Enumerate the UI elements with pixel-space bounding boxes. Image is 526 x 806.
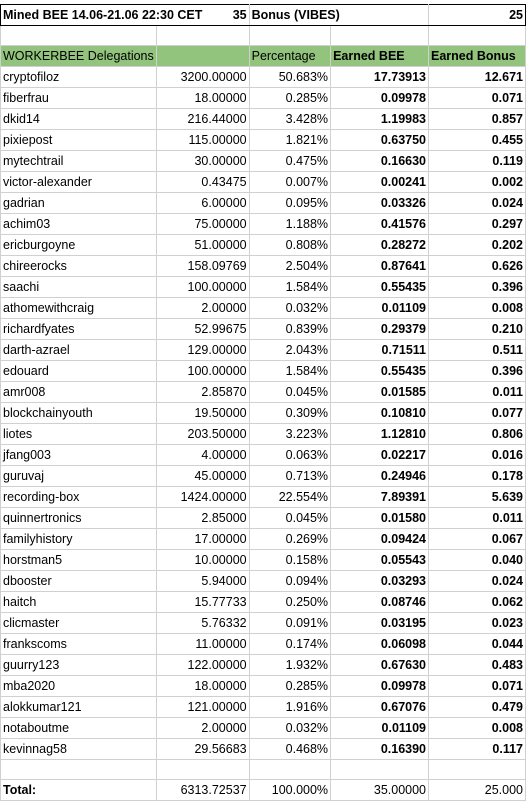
percentage-cell[interactable]: 0.269% (249, 529, 330, 550)
bonus-label: Bonus (VIBES) (251, 8, 340, 22)
header-blank[interactable] (156, 46, 249, 67)
earned-bonus-cell[interactable]: 0.479 (429, 697, 526, 718)
earned-bonus-cell[interactable]: 0.483 (429, 655, 526, 676)
percentage-cell[interactable]: 3.428% (249, 109, 330, 130)
delegated-amount-cell[interactable]: 18.00000 (156, 676, 249, 697)
earned-bee-cell[interactable]: 0.87641 (331, 256, 429, 277)
earned-bee-cell[interactable]: 1.12810 (331, 424, 429, 445)
percentage-cell[interactable]: 0.045% (249, 382, 330, 403)
earned-bonus-cell[interactable]: 0.202 (429, 235, 526, 256)
table-row (1, 424, 526, 445)
earned-bonus-cell[interactable]: 0.024 (429, 571, 526, 592)
delegated-amount-cell[interactable]: 0.43475 (156, 172, 249, 193)
table-row (1, 319, 526, 340)
earned-bee-cell[interactable]: 0.03326 (331, 193, 429, 214)
earned-bonus-cell[interactable]: 5.639 (429, 487, 526, 508)
spacer-row (1, 26, 526, 46)
column-header-row (1, 46, 526, 67)
delegated-amount-cell[interactable]: 30.00000 (156, 151, 249, 172)
earned-bee-cell[interactable]: 0.00241 (331, 172, 429, 193)
earned-bonus-cell[interactable]: 0.002 (429, 172, 526, 193)
table-row (1, 634, 526, 655)
percentage-cell[interactable]: 0.091% (249, 613, 330, 634)
percentage-cell[interactable]: 1.584% (249, 277, 330, 298)
delegated-amount-cell[interactable]: 19.50000 (156, 403, 249, 424)
earned-bee-cell[interactable]: 1.19983 (331, 109, 429, 130)
table-row (1, 256, 526, 277)
earned-bee-cell[interactable]: 0.67076 (331, 697, 429, 718)
earned-bonus-cell[interactable]: 0.626 (429, 256, 526, 277)
table-row (1, 172, 526, 193)
earned-bonus-cell[interactable]: 0.297 (429, 214, 526, 235)
percentage-cell[interactable]: 1.916% (249, 697, 330, 718)
total-label[interactable]: Total: (1, 780, 157, 801)
total-percentage[interactable]: 100.000% (249, 780, 330, 801)
delegator-name-cell[interactable]: blockchainyouth (1, 403, 157, 424)
percentage-cell[interactable]: 1.932% (249, 655, 330, 676)
earned-bonus-cell[interactable]: 0.044 (429, 634, 526, 655)
table-row (1, 214, 526, 235)
percentage-cell[interactable]: 0.285% (249, 88, 330, 109)
percentage-cell[interactable]: 0.095% (249, 193, 330, 214)
header-delegations[interactable]: WORKERBEE Delegations (1, 46, 157, 67)
sheet-body (1, 5, 526, 801)
delegator-name-cell[interactable]: recording-box (1, 487, 157, 508)
delegator-name-cell[interactable]: gadrian (1, 193, 157, 214)
delegated-amount-cell[interactable]: 5.94000 (156, 571, 249, 592)
delegator-name-cell[interactable]: horstman5 (1, 550, 157, 571)
delegator-name-cell[interactable]: frankscoms (1, 634, 157, 655)
earned-bonus-cell[interactable]: 0.455 (429, 130, 526, 151)
table-row (1, 718, 526, 739)
table-row (1, 277, 526, 298)
delegated-amount-cell[interactable]: 2.85870 (156, 382, 249, 403)
earned-bee-cell[interactable]: 0.28272 (331, 235, 429, 256)
earned-bonus-cell[interactable]: 0.067 (429, 529, 526, 550)
earned-bonus-cell[interactable]: 0.077 (429, 403, 526, 424)
table-row (1, 298, 526, 319)
table-row (1, 739, 526, 760)
delegator-name-cell[interactable]: darth-azrael (1, 340, 157, 361)
delegated-amount-cell[interactable]: 122.00000 (156, 655, 249, 676)
delegator-name-cell[interactable]: mba2020 (1, 676, 157, 697)
delegated-amount-cell[interactable]: 6.00000 (156, 193, 249, 214)
earned-bonus-cell[interactable]: 0.023 (429, 613, 526, 634)
summary-row (1, 5, 526, 26)
delegated-amount-cell[interactable]: 100.00000 (156, 277, 249, 298)
percentage-cell[interactable]: 1.188% (249, 214, 330, 235)
delegated-amount-cell[interactable]: 3200.00000 (156, 67, 249, 88)
percentage-cell[interactable]: 0.713% (249, 466, 330, 487)
total-delegated[interactable]: 6313.72537 (156, 780, 249, 801)
delegated-amount-cell[interactable]: 158.09769 (156, 256, 249, 277)
delegated-amount-cell[interactable]: 29.56683 (156, 739, 249, 760)
earned-bee-cell[interactable]: 0.08746 (331, 592, 429, 613)
percentage-cell[interactable]: 3.223% (249, 424, 330, 445)
header-earned-bee[interactable]: Earned BEE (331, 46, 429, 67)
delegator-name-cell[interactable]: haitch (1, 592, 157, 613)
percentage-cell[interactable]: 0.032% (249, 718, 330, 739)
table-row (1, 529, 526, 550)
bonus-value: 25 (509, 8, 523, 22)
delegated-amount-cell[interactable]: 121.00000 (156, 697, 249, 718)
header-earned-bonus[interactable]: Earned Bonus (429, 46, 526, 67)
delegated-amount-cell[interactable]: 2.00000 (156, 718, 249, 739)
table-row (1, 676, 526, 697)
earned-bee-cell[interactable]: 0.01109 (331, 298, 429, 319)
earned-bee-cell[interactable]: 0.09978 (331, 676, 429, 697)
earned-bee-cell[interactable]: 0.01580 (331, 508, 429, 529)
delegated-amount-cell[interactable]: 1424.00000 (156, 487, 249, 508)
delegated-amount-cell[interactable]: 129.00000 (156, 340, 249, 361)
delegator-name-cell[interactable]: richardfyates (1, 319, 157, 340)
delegator-name-cell[interactable]: clicmaster (1, 613, 157, 634)
percentage-cell[interactable]: 22.554% (249, 487, 330, 508)
delegator-name-cell[interactable]: familyhistory (1, 529, 157, 550)
delegated-amount-cell[interactable]: 100.00000 (156, 361, 249, 382)
delegated-amount-cell[interactable]: 216.44000 (156, 109, 249, 130)
delegated-amount-cell[interactable]: 18.00000 (156, 88, 249, 109)
percentage-cell[interactable]: 0.808% (249, 235, 330, 256)
earned-bee-cell[interactable]: 0.03195 (331, 613, 429, 634)
bonus-value-cell[interactable] (429, 5, 526, 26)
earned-bonus-cell[interactable]: 0.008 (429, 718, 526, 739)
percentage-cell[interactable]: 0.032% (249, 298, 330, 319)
earned-bee-cell[interactable]: 0.55435 (331, 361, 429, 382)
earned-bonus-cell[interactable]: 0.071 (429, 676, 526, 697)
earned-bee-cell[interactable]: 0.24946 (331, 466, 429, 487)
earned-bee-cell[interactable]: 17.73913 (331, 67, 429, 88)
earned-bee-cell[interactable]: 0.09424 (331, 529, 429, 550)
delegator-name-cell[interactable]: athomewithcraig (1, 298, 157, 319)
delegator-name-cell[interactable]: victor-alexander (1, 172, 157, 193)
percentage-cell[interactable]: 1.584% (249, 361, 330, 382)
delegated-amount-cell[interactable]: 115.00000 (156, 130, 249, 151)
earned-bonus-cell[interactable]: 0.806 (429, 424, 526, 445)
table-row (1, 151, 526, 172)
delegator-name-cell[interactable]: achim03 (1, 214, 157, 235)
earned-bee-cell[interactable]: 0.10810 (331, 403, 429, 424)
table-row (1, 508, 526, 529)
delegator-name-cell[interactable]: edouard (1, 361, 157, 382)
delegated-amount-cell[interactable]: 4.00000 (156, 445, 249, 466)
table-row (1, 403, 526, 424)
earned-bee-cell[interactable]: 0.06098 (331, 634, 429, 655)
delegator-name-cell[interactable]: cryptofiloz (1, 67, 157, 88)
mined-value: 35 (232, 8, 247, 22)
delegated-amount-cell[interactable]: 51.00000 (156, 235, 249, 256)
percentage-cell[interactable]: 0.158% (249, 550, 330, 571)
delegator-name-cell[interactable]: guruvaj (1, 466, 157, 487)
percentage-cell[interactable]: 0.468% (249, 739, 330, 760)
percentage-cell[interactable]: 0.174% (249, 634, 330, 655)
table-row (1, 571, 526, 592)
delegated-amount-cell[interactable]: 17.00000 (156, 529, 249, 550)
delegated-amount-cell[interactable]: 5.76332 (156, 613, 249, 634)
earned-bonus-cell[interactable]: 0.024 (429, 193, 526, 214)
table-row (1, 67, 526, 88)
table-row (1, 487, 526, 508)
bonus-label-cell[interactable] (249, 5, 428, 26)
delegated-amount-cell[interactable]: 15.77733 (156, 592, 249, 613)
earned-bee-cell[interactable]: 0.02217 (331, 445, 429, 466)
earned-bonus-cell[interactable]: 0.008 (429, 298, 526, 319)
total-row (1, 780, 526, 801)
percentage-cell[interactable]: 0.007% (249, 172, 330, 193)
earned-bee-cell[interactable]: 0.29379 (331, 319, 429, 340)
earned-bee-cell[interactable]: 0.71511 (331, 340, 429, 361)
table-row (1, 613, 526, 634)
table-row (1, 550, 526, 571)
delegated-amount-cell[interactable]: 11.00000 (156, 634, 249, 655)
earned-bee-cell[interactable]: 0.01585 (331, 382, 429, 403)
table-row (1, 445, 526, 466)
spacer-row (1, 760, 526, 780)
earned-bee-cell[interactable]: 0.01109 (331, 718, 429, 739)
percentage-cell[interactable]: 2.043% (249, 340, 330, 361)
delegated-amount-cell[interactable]: 10.00000 (156, 550, 249, 571)
earned-bee-cell[interactable]: 0.55435 (331, 277, 429, 298)
delegation-sheet (0, 4, 526, 801)
earned-bonus-cell[interactable]: 0.396 (429, 277, 526, 298)
earned-bonus-cell[interactable]: 0.511 (429, 340, 526, 361)
delegated-amount-cell[interactable]: 45.00000 (156, 466, 249, 487)
earned-bonus-cell[interactable]: 0.011 (429, 382, 526, 403)
delegator-name-cell[interactable]: dbooster (1, 571, 157, 592)
table-row (1, 466, 526, 487)
percentage-cell[interactable]: 2.504% (249, 256, 330, 277)
delegator-name-cell[interactable]: guurry123 (1, 655, 157, 676)
delegated-amount-cell[interactable]: 52.99675 (156, 319, 249, 340)
delegated-amount-cell[interactable]: 2.85000 (156, 508, 249, 529)
percentage-cell[interactable]: 0.094% (249, 571, 330, 592)
delegated-amount-cell[interactable]: 203.50000 (156, 424, 249, 445)
earned-bee-cell[interactable]: 0.09978 (331, 88, 429, 109)
delegator-name-cell[interactable]: ericburgoyne (1, 235, 157, 256)
delegator-name-cell[interactable]: quinnertronics (1, 508, 157, 529)
delegator-name-cell[interactable]: notaboutme (1, 718, 157, 739)
table-row (1, 340, 526, 361)
table-row (1, 361, 526, 382)
header-percentage[interactable]: Percentage (249, 46, 330, 67)
table-row (1, 697, 526, 718)
mined-label-cell[interactable] (1, 5, 250, 26)
total-earned-bee[interactable]: 35.00000 (331, 780, 429, 801)
earned-bonus-cell[interactable]: 0.011 (429, 508, 526, 529)
percentage-cell[interactable]: 0.475% (249, 151, 330, 172)
percentage-cell[interactable]: 50.683% (249, 67, 330, 88)
delegator-name-cell[interactable]: amr008 (1, 382, 157, 403)
mined-label: Mined BEE 14.06-21.06 22:30 CET (3, 8, 203, 22)
delegated-amount-cell[interactable]: 2.00000 (156, 298, 249, 319)
delegator-name-cell[interactable]: alokkumar121 (1, 697, 157, 718)
earned-bee-cell[interactable]: 0.67630 (331, 655, 429, 676)
earned-bonus-cell[interactable]: 0.119 (429, 151, 526, 172)
earned-bonus-cell[interactable]: 12.671 (429, 67, 526, 88)
delegator-name-cell[interactable]: liotes (1, 424, 157, 445)
percentage-cell[interactable]: 1.821% (249, 130, 330, 151)
earned-bee-cell[interactable]: 0.41576 (331, 214, 429, 235)
percentage-cell[interactable]: 0.309% (249, 403, 330, 424)
earned-bonus-cell[interactable]: 0.117 (429, 739, 526, 760)
table-row (1, 235, 526, 256)
table-row (1, 109, 526, 130)
delegated-amount-cell[interactable]: 75.00000 (156, 214, 249, 235)
earned-bee-cell[interactable]: 0.16390 (331, 739, 429, 760)
percentage-cell[interactable]: 0.250% (249, 592, 330, 613)
earned-bonus-cell[interactable]: 0.062 (429, 592, 526, 613)
earned-bonus-cell[interactable]: 0.857 (429, 109, 526, 130)
table-row (1, 88, 526, 109)
earned-bonus-cell[interactable]: 0.396 (429, 361, 526, 382)
earned-bonus-cell[interactable]: 0.071 (429, 88, 526, 109)
delegator-name-cell[interactable]: saachi (1, 277, 157, 298)
table-row (1, 193, 526, 214)
table-row (1, 382, 526, 403)
earned-bee-cell[interactable]: 0.16630 (331, 151, 429, 172)
delegator-name-cell[interactable]: pixiepost (1, 130, 157, 151)
delegator-name-cell[interactable]: jfang003 (1, 445, 157, 466)
earned-bee-cell[interactable]: 0.03293 (331, 571, 429, 592)
earned-bee-cell[interactable]: 0.05543 (331, 550, 429, 571)
earned-bonus-cell[interactable]: 0.210 (429, 319, 526, 340)
delegator-name-cell[interactable]: chireerocks (1, 256, 157, 277)
delegator-name-cell[interactable]: kevinnag58 (1, 739, 157, 760)
delegator-name-cell[interactable]: fiberfrau (1, 88, 157, 109)
delegator-name-cell[interactable]: dkid14 (1, 109, 157, 130)
delegator-name-cell[interactable]: mytechtrail (1, 151, 157, 172)
earned-bonus-cell[interactable]: 0.178 (429, 466, 526, 487)
earned-bonus-cell[interactable]: 0.016 (429, 445, 526, 466)
total-earned-bonus[interactable]: 25.000 (429, 780, 526, 801)
table-row (1, 130, 526, 151)
table-row (1, 592, 526, 613)
earned-bee-cell[interactable]: 0.63750 (331, 130, 429, 151)
percentage-cell[interactable]: 0.285% (249, 676, 330, 697)
percentage-cell[interactable]: 0.045% (249, 508, 330, 529)
earned-bee-cell[interactable]: 7.89391 (331, 487, 429, 508)
percentage-cell[interactable]: 0.063% (249, 445, 330, 466)
table-row (1, 655, 526, 676)
earned-bonus-cell[interactable]: 0.040 (429, 550, 526, 571)
percentage-cell[interactable]: 0.839% (249, 319, 330, 340)
